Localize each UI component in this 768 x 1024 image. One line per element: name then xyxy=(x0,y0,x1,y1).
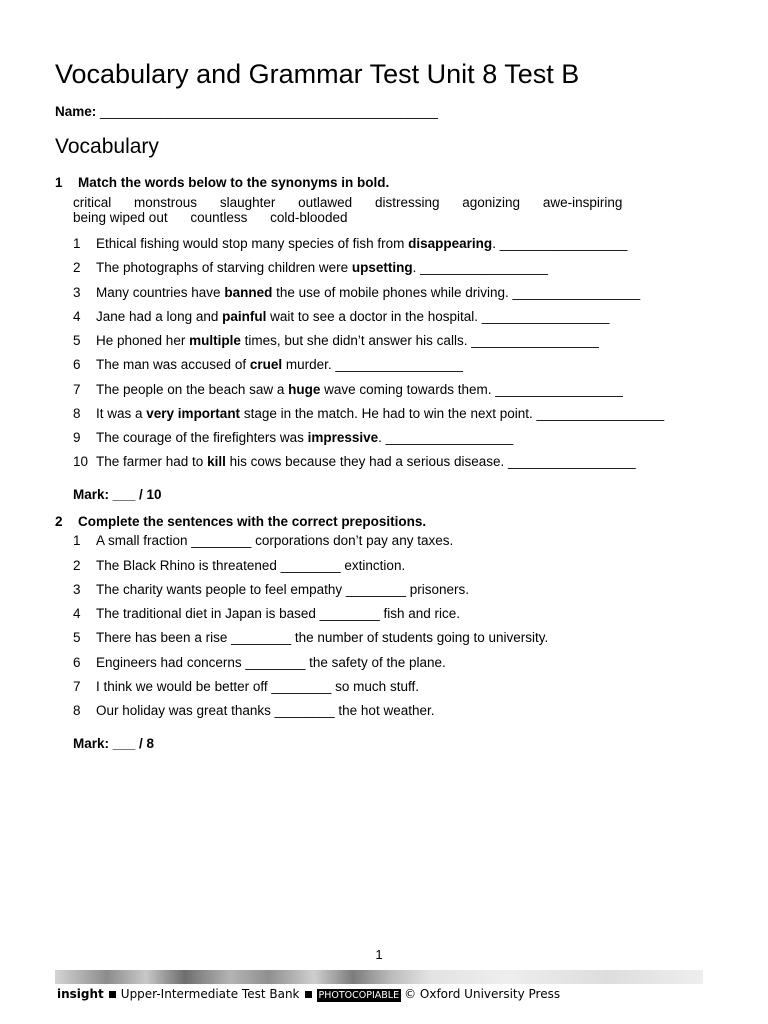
item-text: Many countries have xyxy=(96,285,225,300)
photocopiable-badge: PHOTOCOPIABLE xyxy=(318,990,400,1001)
item-bold-word: painful xyxy=(222,309,267,324)
exercise-instruction: Complete the sentences with the correct prepositions. xyxy=(78,514,427,529)
item-number: 7 xyxy=(73,679,81,694)
item-bold-word: disappearing xyxy=(408,236,493,251)
item-bold-word: upsetting xyxy=(351,260,413,275)
item-number: 7 xyxy=(73,382,81,397)
item-text: The man was accused of xyxy=(96,357,250,372)
item-answer-blank[interactable]: . _________________ xyxy=(378,430,514,445)
item-number: 1 xyxy=(73,533,81,548)
exercise-2-item[interactable] xyxy=(73,557,405,575)
exercise-1-heading xyxy=(55,174,389,192)
page-number: 1 xyxy=(375,947,383,962)
item-text: The farmer had to xyxy=(96,454,208,469)
exercise-1-item xyxy=(73,308,609,326)
item-number: 3 xyxy=(73,285,81,300)
page-title: Vocabulary and Grammar Test Unit 8 Test B xyxy=(55,59,580,89)
item-text: The courage of the firefighters was xyxy=(96,430,308,445)
item-text: The photographs of starving children were xyxy=(96,260,352,275)
item-text[interactable]: Engineers had concerns ________ the safety of the plane. xyxy=(96,655,446,670)
word-bank-word: being wiped out xyxy=(73,210,168,225)
exercise-1-item xyxy=(73,332,599,350)
name-field[interactable] xyxy=(55,103,438,121)
item-number: 6 xyxy=(73,655,81,670)
name-blank[interactable]: _____________________________________________ xyxy=(100,104,438,119)
word-bank-word: distressing xyxy=(374,195,440,210)
item-number: 4 xyxy=(73,309,81,324)
square-bullet-icon xyxy=(109,991,116,998)
exercise-2-item[interactable] xyxy=(73,605,460,623)
word-bank-word: outlawed xyxy=(298,195,353,210)
item-answer-blank[interactable]: murder. _________________ xyxy=(282,357,464,372)
item-text[interactable]: Our holiday was great thanks ________ the hot weather. xyxy=(96,703,435,718)
word-bank-word: cold-blooded xyxy=(270,210,348,225)
exercise-1-mark: Mark: ___ / 10 xyxy=(73,487,162,502)
item-text[interactable]: The Black Rhino is threatened ________ extinction. xyxy=(96,558,406,573)
item-answer-blank[interactable]: wave coming towards them. _________________ xyxy=(320,382,623,397)
exercise-1-item xyxy=(73,381,623,399)
square-bullet-icon xyxy=(305,991,312,998)
item-number: 9 xyxy=(73,430,81,445)
item-text[interactable]: A small fraction ________ corporations don’t pay any taxes. xyxy=(96,533,454,548)
item-bold-word: cruel xyxy=(249,357,283,372)
footer-level: Upper-Intermediate Test Bank xyxy=(120,987,300,1001)
item-bold-word: multiple xyxy=(189,333,241,348)
exercise-2-item[interactable] xyxy=(73,702,434,720)
item-text[interactable]: The traditional diet in Japan is based ________ fish and rice. xyxy=(96,606,460,621)
item-number: 5 xyxy=(73,630,81,645)
exercise-1-item xyxy=(73,235,627,253)
footer-brand: insight xyxy=(57,987,104,1001)
exercise-number: 2 xyxy=(55,514,63,529)
exercise-2-item[interactable] xyxy=(73,532,453,550)
word-bank-word: countless xyxy=(190,210,248,225)
item-text: He phoned her xyxy=(96,333,190,348)
exercise-2-item[interactable] xyxy=(73,654,446,672)
exercise-1-item xyxy=(73,284,640,302)
item-number: 10 xyxy=(73,454,89,469)
item-answer-blank[interactable]: times, but she didn’t answer his calls. _________________ xyxy=(240,333,599,348)
word-bank-word: critical xyxy=(73,195,112,210)
item-text: Jane had a long and xyxy=(96,309,223,324)
item-text[interactable]: The charity wants people to feel empathy ________ prisoners. xyxy=(96,582,469,597)
item-text: It was a xyxy=(96,406,147,421)
exercise-number: 1 xyxy=(55,175,63,190)
item-number: 2 xyxy=(73,260,81,275)
item-bold-word: very important xyxy=(146,406,241,421)
item-text: The people on the beach saw a xyxy=(96,382,289,397)
exercise-2-heading xyxy=(55,513,426,531)
name-label: Name: xyxy=(55,104,97,119)
item-number: 3 xyxy=(73,582,81,597)
item-answer-blank[interactable]: . _________________ xyxy=(412,260,548,275)
exercise-1-item xyxy=(73,356,463,374)
word-bank-row-2 xyxy=(73,210,366,225)
item-number: 4 xyxy=(73,606,81,621)
item-number: 5 xyxy=(73,333,81,348)
word-bank-word: monstrous xyxy=(134,195,198,210)
item-number: 8 xyxy=(73,703,81,718)
item-bold-word: kill xyxy=(207,454,226,469)
exercise-1-item xyxy=(73,405,664,423)
item-text[interactable]: I think we would be better off ________ so much stuff. xyxy=(96,679,419,694)
word-bank-word: slaughter xyxy=(219,195,276,210)
item-answer-blank[interactable]: . _________________ xyxy=(492,236,628,251)
item-number: 2 xyxy=(73,558,81,573)
item-bold-word: huge xyxy=(288,382,321,397)
item-answer-blank[interactable]: the use of mobile phones while driving. _________________ xyxy=(272,285,641,300)
item-answer-blank[interactable]: his cows because they had a serious disease. _________________ xyxy=(225,454,636,469)
footer-banner-image xyxy=(55,970,703,984)
word-bank-word: agonizing xyxy=(462,195,521,210)
word-bank-row-1 xyxy=(73,195,641,210)
exercise-2-mark: Mark: ___ / 8 xyxy=(73,736,155,751)
item-text: Ethical fishing would stop many species of fish from xyxy=(96,236,409,251)
item-number: 8 xyxy=(73,406,81,421)
item-bold-word: impressive xyxy=(307,430,379,445)
item-answer-blank[interactable]: wait to see a doctor in the hospital. _________________ xyxy=(266,309,610,324)
section-title: Vocabulary xyxy=(55,135,159,158)
footer-copyright: © Oxford University Press xyxy=(404,987,561,1001)
exercise-2-item[interactable] xyxy=(73,581,469,599)
exercise-instruction: Match the words below to the synonyms in bold. xyxy=(78,175,390,190)
exercise-1-item xyxy=(73,259,548,277)
item-number: 1 xyxy=(73,236,81,251)
item-number: 6 xyxy=(73,357,81,372)
item-bold-word: banned xyxy=(224,285,273,300)
exercise-2-item[interactable] xyxy=(73,678,419,696)
exercise-1-item xyxy=(73,453,636,471)
item-answer-blank[interactable]: stage in the match. He had to win the next point. _________________ xyxy=(240,406,665,421)
item-text[interactable]: There has been a rise ________ the number of students going to university. xyxy=(96,630,549,645)
word-bank-word: awe-inspiring xyxy=(542,195,623,210)
exercise-2-item[interactable] xyxy=(73,629,548,647)
exercise-1-item xyxy=(73,429,513,447)
footer xyxy=(57,986,560,1004)
